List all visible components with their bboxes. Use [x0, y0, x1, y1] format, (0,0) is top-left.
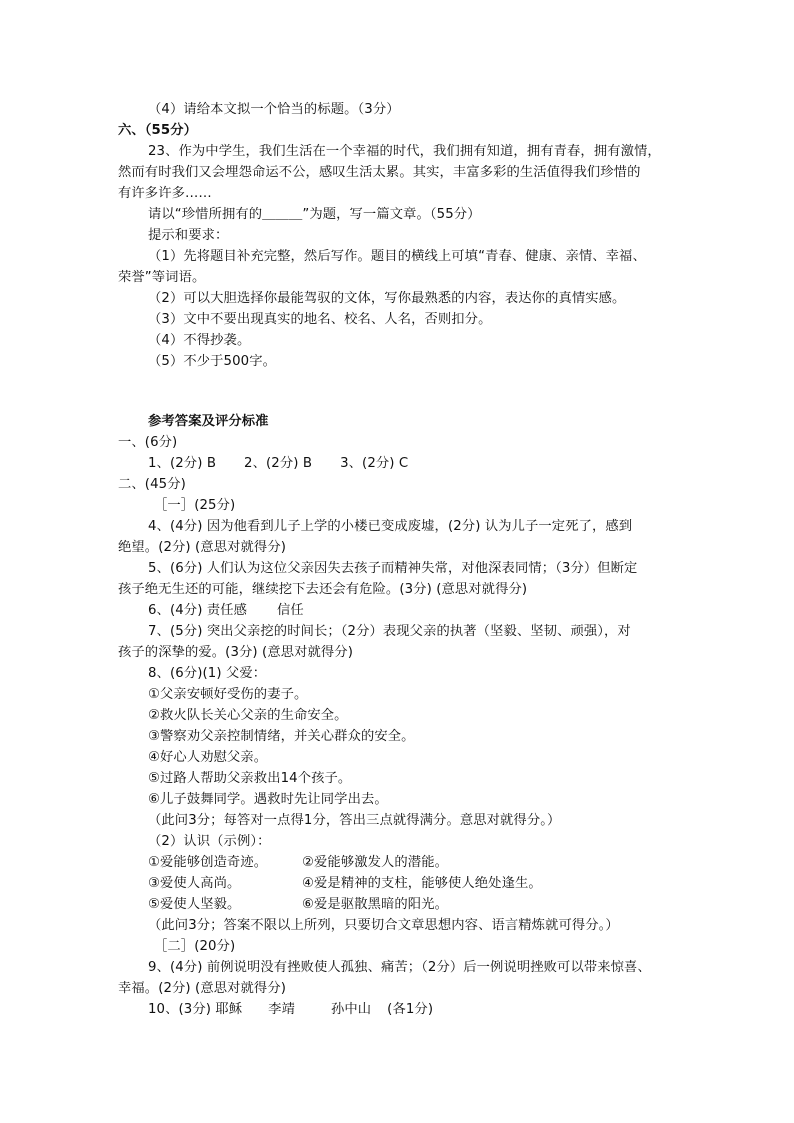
q23-requirement: （5）不少于500字。: [148, 354, 277, 369]
section-6-title: 六、（55分）: [118, 123, 198, 138]
answer-10: [148, 1001, 433, 1018]
q23-intro-line: 23、作为中学生，我们生活在一个幸福的时代，我们拥有知道，拥有青春，拥有激情，: [148, 144, 661, 159]
answer-8-example: ⑥爱是驱散黑暗的阳光。: [302, 897, 448, 912]
answer-10-item: 孙中山: [330, 1002, 372, 1017]
section-1-answers: [148, 455, 408, 472]
q22-4-line: （4）请给本文拟一个恰当的标题。（3分）: [148, 102, 400, 117]
q23-prompt: 请以“珍惜所拥有的＿＿＿”为题，写一篇文章。（55分）: [148, 207, 481, 222]
q23-requirement: （2）可以大胆选择你最能驾驭的文体，写你最熟悉的内容，表达你的真情实感。: [148, 291, 626, 306]
q23-requirement: （1）先将题目补充完整，然后写作。题目的横线上可填“青春、健康、亲情、幸福、: [148, 249, 646, 264]
answer-8-note: （此问3分；每答对一点得1分，答出三点就得满分。意思对就得分。）: [148, 813, 561, 828]
answer-7-line: 7、(5分) 突出父亲挖的时间长；（2分）表现父亲的执著（坚毅、坚韧、顽强），对: [148, 624, 631, 639]
q23-requirement: （4）不得抄袭。: [148, 333, 251, 348]
answer-8-list-item: ⑥儿子鼓舞同学。遇救时先让同学出去。: [148, 792, 388, 807]
q23-requirement: 荣誉”等词语。: [118, 270, 206, 285]
answer-8-list-item: ①父亲安顿好受伤的妻子。: [148, 687, 308, 702]
answer-9-line: 9、(4分) 前例说明没有挫败使人孤独、痛苦；（2分）后一例说明挫败可以带来惊喜、: [148, 960, 651, 975]
q23-intro-line: 然而有时我们又会埋怨命运不公，感叹生活太累。其实，丰富多彩的生活值得我们珍惜的: [118, 165, 641, 180]
answer-8-example: ①爱能够创造奇迹。: [148, 855, 268, 870]
answer-7-line: 孩子的深挚的爱。(3分) (意思对就得分): [118, 645, 353, 660]
answer-3: 3、(2分) C: [340, 456, 409, 471]
answer-10-item: (各1分): [387, 1002, 434, 1017]
answer-6-part: 信任: [277, 603, 304, 618]
section-1-title: 一、(6分): [118, 435, 178, 450]
answer-8-head-2: （2）认识（示例）：: [148, 834, 271, 849]
answer-4-line: 4、(4分) 因为他看到儿子上学的小楼已变成废墟，(2分) 认为儿子一定死了，感到: [148, 519, 633, 534]
answers-title: 参考答案及评分标准: [148, 414, 269, 429]
answer-6-part: 6、(4分) 责任感: [148, 603, 248, 618]
q23-intro-line: 有许多许多……: [118, 186, 212, 201]
answer-8-list-item: ③警察劝父亲控制情绪，并关心群众的安全。: [148, 729, 415, 744]
q23-requirement: （3）文中不要出现真实的地名、校名、人名，否则扣分。: [148, 312, 492, 327]
answer-4-line: 绝望。(2分) (意思对就得分): [118, 540, 287, 555]
answer-6: [148, 602, 304, 619]
answer-8-list-item: ②救火队长关心父亲的生命安全。: [148, 708, 348, 723]
answer-8-head: 8、(6分)(1) 父爱：: [148, 666, 267, 681]
answer-8-example: ⑤爱使人坚毅。: [148, 897, 241, 912]
part-2-title: ［二］(20分): [154, 939, 236, 954]
section-2-title: 二、(45分): [118, 477, 186, 492]
answer-9-line: 幸福。(2分) (意思对就得分): [118, 981, 287, 996]
answer-10-item: 10、(3分) 耶稣: [148, 1002, 243, 1017]
answer-2: 2、(2分) B: [244, 456, 313, 471]
answer-1: 1、(2分) B: [148, 456, 217, 471]
part-1-title: ［一］(25分): [154, 498, 236, 513]
answer-8-list-item: ⑤过路人帮助父亲救出14个孩子。: [148, 771, 352, 786]
answer-8-example: ②爱能够激发人的潜能。: [302, 855, 448, 870]
q23-requirements-title: 提示和要求：: [148, 228, 229, 243]
answer-8-example: ④爱是精神的支柱，能够使人绝处逢生。: [302, 876, 542, 891]
answer-10-item: 李靖: [268, 1002, 295, 1017]
answer-5-line: 孩子绝无生还的可能，继续挖下去还会有危险。(3分) (意思对就得分): [118, 582, 528, 597]
answer-8-note-2: （此问3分；答案不限以上所列，只要切合文章思想内容、语言精炼就可得分。）: [148, 918, 619, 933]
answer-8-list-item: ④好心人劝慰父亲。: [148, 750, 268, 765]
answer-8-example: ③爱使人高尚。: [148, 876, 241, 891]
answer-5-line: 5、(6分) 人们认为这位父亲因失去孩子而精神失常，对他深表同情；（3分）但断定: [148, 561, 638, 576]
